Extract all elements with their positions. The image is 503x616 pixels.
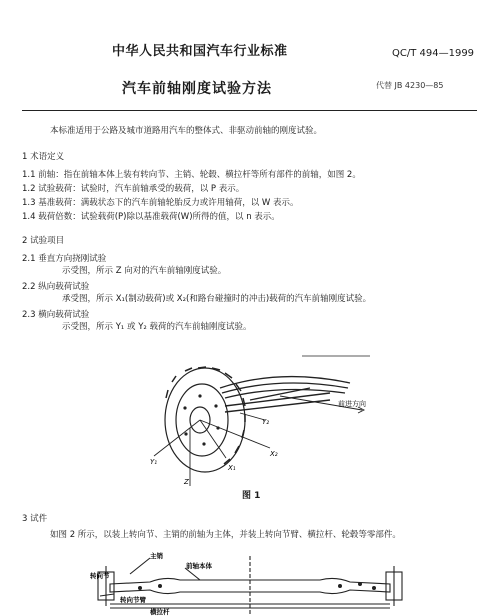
figure-2-front-axle-assembly bbox=[90, 546, 410, 616]
clause-1-3: 1.3 基准载荷：满载状态下的汽车前轴轮胎反力或许用轴荷，以 W 表示。 bbox=[22, 198, 299, 208]
label-x1: X₁ bbox=[228, 464, 236, 472]
label-y2: Y₂ bbox=[262, 418, 270, 426]
intro-paragraph: 本标准适用于公路及城市道路用汽车的整体式、非驱动前轴的刚度试验。 bbox=[50, 126, 323, 136]
label-forward-direction: 前进方向 bbox=[338, 400, 366, 408]
replaces-note: 代替 JB 4230—85 bbox=[376, 81, 444, 90]
label-axle-body: 前轴本体 bbox=[186, 562, 212, 570]
section-3-text: 如图 2 所示，以装上转向节、主销的前轴为主体，并装上转向节臂、横拉杆、轮毂等零部件。 bbox=[50, 530, 401, 540]
clause-1-2: 1.2 试验载荷：试验时，汽车前轴承受的载荷，以 P 表示。 bbox=[22, 184, 245, 194]
clause-1-1: 1.1 前轴：指在前轴本体上装有转向节、主销、轮毂、横拉杆等所有部件的前轴，如图 2。 bbox=[22, 170, 361, 180]
figure-1-caption: 图 1 bbox=[242, 491, 261, 501]
clause-2-2-title: 2.2 纵向载荷试验 bbox=[22, 282, 90, 292]
label-x2: X₂ bbox=[270, 450, 278, 458]
clause-2-3-text: 示受图，所示 Y₁ 或 Y₂ 载荷的汽车前轴刚度试验。 bbox=[62, 322, 252, 332]
label-tie-rod: 横拉杆 bbox=[150, 608, 170, 616]
label-knuckle-arm: 转向节臂 bbox=[120, 596, 146, 604]
clause-2-1-title: 2.1 垂直方向挠刚试验 bbox=[22, 254, 107, 264]
wheel-hub-bolts bbox=[183, 394, 219, 445]
section-2-heading: 2 试验项目 bbox=[22, 236, 65, 246]
standard-number: QC/T 494—1999 bbox=[392, 48, 475, 59]
clause-2-2-text: 承受图，所示 X₁(制动载荷)或 X₂(和路台碰撞时的冲击)载荷的汽车前轴刚度试验。 bbox=[62, 294, 372, 304]
figure-1-axle-wheel-diagram bbox=[130, 338, 380, 488]
section-1-heading: 1 术语定义 bbox=[22, 152, 65, 162]
label-knuckle: 转向节 bbox=[90, 572, 110, 580]
document-title: 汽车前轴刚度试验方法 bbox=[122, 81, 272, 97]
clause-1-4: 1.4 载荷倍数：试验载荷(P)除以基准载荷(W)所得的值，以 n 表示。 bbox=[22, 212, 280, 222]
label-y1: Y₁ bbox=[150, 458, 158, 466]
section-3-heading: 3 试件 bbox=[22, 514, 48, 524]
label-kingpin: 主销 bbox=[150, 552, 163, 560]
label-z: Z bbox=[184, 478, 189, 486]
header-rule bbox=[22, 110, 477, 111]
standard-org-title: 中华人民共和国汽车行业标准 bbox=[112, 44, 288, 59]
clause-2-1-text: 示受图，所示 Z 向对的汽车前轴刚度试验。 bbox=[62, 266, 227, 276]
clause-2-3-title: 2.3 横向载荷试验 bbox=[22, 310, 90, 320]
